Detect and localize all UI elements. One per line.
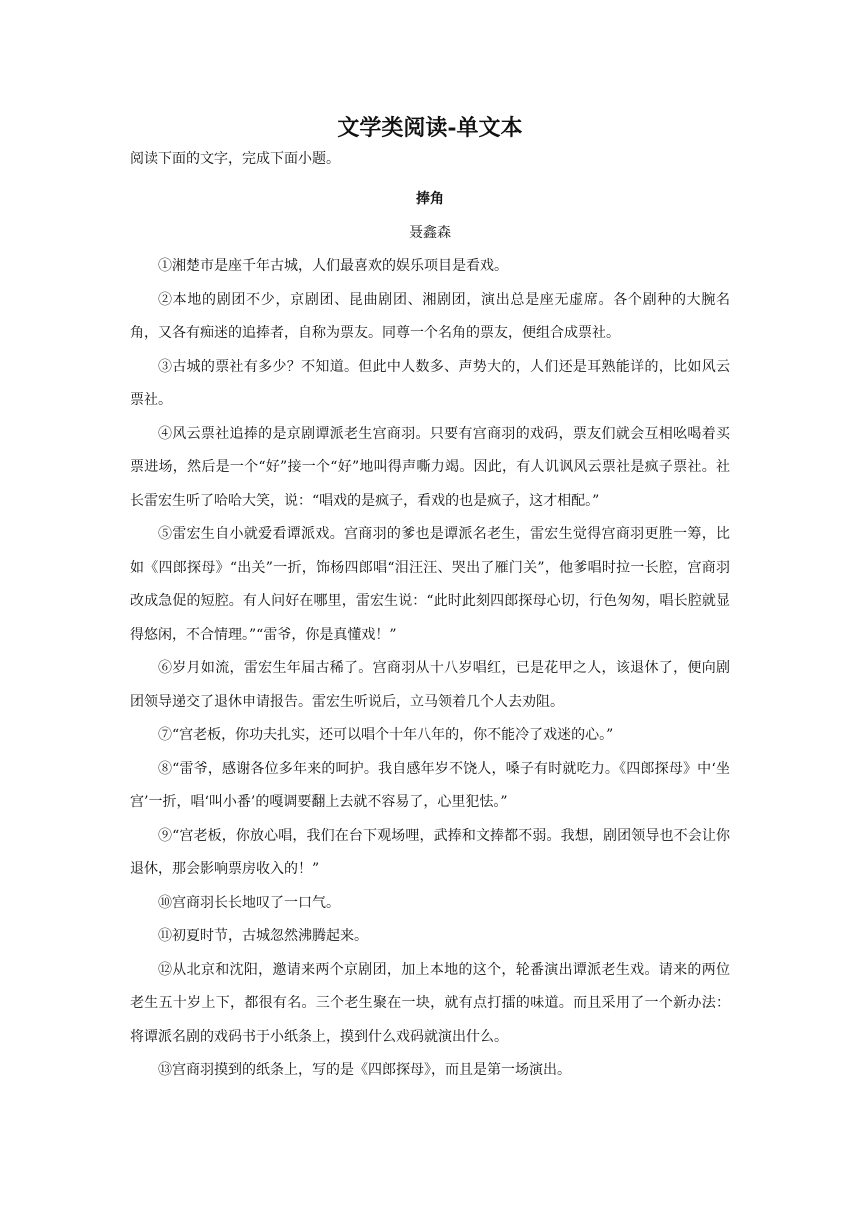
paragraph-4: ④风云票社追捧的是京剧谭派老生宫商羽。只要有宫商羽的戏码，票友们就会互相吆喝着买票进场，然后是一个“好”接一个“好”地叫得声嘶力竭。因此，有人讥讽风云票社是疯子票社。社长雷宏生听了哈哈大笑，说：“唱戏的是疯子，看戏的也是疯子，这才相配。” bbox=[130, 425, 730, 509]
paragraph-9: ⑨“宫老板，你放心唱，我们在台下观场哩，武捧和文捧都不弱。我想，剧团领导也不会让你退休，那会影响票房收入的！” bbox=[130, 827, 730, 877]
paragraph-7: ⑦“宫老板，你功夫扎实，还可以唱个十年八年的，你不能冷了戏迷的心。” bbox=[158, 727, 614, 743]
story-author: 聂鑫森 bbox=[409, 225, 451, 241]
reading-instruction: 阅读下面的文字，完成下面小题。 bbox=[130, 151, 340, 167]
paragraph-2: ②本地的剧团不少，京剧团、昆曲剧团、湘剧团，演出总是座无虚席。各个剧种的大腕名角，又各有痴迷的追捧者，自称为票友。同尊一个名角的票友，便组合成票社。 bbox=[130, 291, 730, 341]
paragraph-10: ⑩宫商羽长长地叹了一口气。 bbox=[158, 894, 340, 911]
story-title: 捧角 bbox=[416, 191, 444, 207]
paragraph-6: ⑥岁月如流，雷宏生年届古稀了。宫商羽从十八岁唱红，已是花甲之人，该退休了，便向剧团领导递交了退休申请报告。雷宏生听说后，立马领着几个人去劝阻。 bbox=[130, 660, 730, 710]
paragraph-5: ⑤雷宏生自小就爱看谭派戏。宫商羽的爹也是谭派名老生，雷宏生觉得宫商羽更胜一筹，比如《四郎探母》“出关”一折，饰杨四郎唱“泪汪汪、哭出了雁门关”，他爹唱时拉一长腔，宫商羽改成急促的短腔。有人问好在哪里，雷宏生说：“此时此刻四郎探母心切，行色匆匆，唱长腔就显得悠闲，不合情理。”“雷爷，你是真懂戏！” bbox=[130, 526, 730, 643]
document-title: 文学类阅读-单文本 bbox=[337, 115, 523, 141]
paragraph-12: ⑫从北京和沈阳，邀请来两个京剧团，加上本地的这个，轮番演出谭派老生戏。请来的两位老生五十岁上下，都很有名。三个老生聚在一块，就有点打擂的味道。而且采用了一个新办法：将谭派名剧的戏码书于小纸条上，摸到什么戏码就演出什么。 bbox=[130, 961, 730, 1045]
document-page bbox=[130, 110, 730, 1088]
paragraph-8: ⑧“雷爷，感谢各位多年来的呵护。我自感年岁不饶人，嗓子有时就吃力。《四郎探母》中‘坐宫’一折，唱‘叫小番’的嘎调要翻上去就不容易了，心里犯怯。” bbox=[130, 760, 730, 810]
paragraph-1: ①湘楚市是座千年古城，人们最喜欢的娱乐项目是看戏。 bbox=[158, 258, 508, 274]
story-body bbox=[130, 250, 730, 1088]
paragraph-13: ⑬宫商羽摸到的纸条上，写的是《四郎探母》，而且是第一场演出。 bbox=[158, 1062, 571, 1078]
paragraph-11: ⑪初夏时节，古城忽然沸腾起来。 bbox=[158, 928, 368, 944]
paragraph-3: ③古城的票社有多少？不知道。但此中人数多、声势大的，人们还是耳熟能详的，比如风云票社。 bbox=[130, 358, 730, 408]
